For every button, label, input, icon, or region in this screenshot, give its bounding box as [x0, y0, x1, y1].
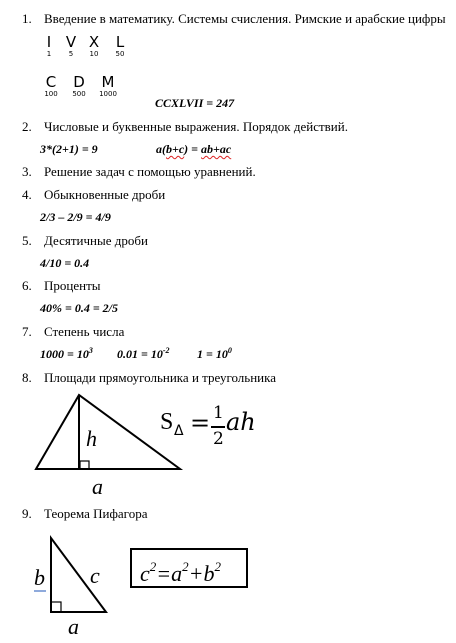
roman-numeral-c: C 100: [44, 73, 58, 98]
expression-percent: 40% = 0.4 = 2/5: [40, 301, 119, 315]
item-number: 9.: [22, 506, 32, 521]
formula-numerator: 1: [213, 403, 224, 423]
expression-order: 3*(2+1) = 9: [40, 142, 98, 156]
item-text: Введение в математику. Системы счисления. Римские и арабские цифры: [44, 11, 446, 26]
list-item-1: [22, 11, 446, 27]
list-item-8: [22, 370, 276, 386]
pythagoras-formula-box: $c^2=a^2+b^2$: [130, 548, 248, 588]
formula-equals: =: [190, 409, 211, 437]
leg-b-label: b: [34, 565, 45, 590]
list-item-7: [22, 324, 124, 340]
list-item-6: [22, 278, 101, 294]
base-label: a: [92, 474, 103, 499]
roman-numeral-l: L 50: [115, 33, 125, 58]
right-angle-mark: [80, 461, 89, 469]
expression-power-1: $1 = 10^0$: [197, 346, 232, 361]
list-item-3: [22, 164, 256, 180]
expression-power-001: $0.01 = 10^{-2}$: [117, 346, 170, 361]
item-number: 5.: [22, 233, 32, 248]
item-number: 7.: [22, 324, 32, 339]
item-text: Числовые и буквенные выражения. Порядок действий.: [44, 119, 348, 134]
item-number: 3.: [22, 164, 32, 179]
roman-numeral-x: X 10: [88, 33, 100, 58]
triangle-area-formula: [160, 403, 290, 453]
right-angle-mark: [51, 602, 61, 612]
item-text: Десятичные дроби: [44, 233, 148, 248]
list-item-4: [22, 187, 165, 203]
item-text: Степень числа: [44, 324, 125, 339]
roman-numeral-m: M 1000: [99, 73, 117, 98]
roman-numerals-image: [40, 34, 132, 104]
hypotenuse-c-label: c: [90, 563, 100, 588]
expression-decimals: 4/10 = 0.4: [40, 256, 90, 270]
item-text: Проценты: [44, 278, 101, 293]
item-number: 8.: [22, 370, 32, 385]
item-text: Теорема Пифагора: [44, 506, 148, 521]
expression-fractions: 2/3 – 2/9 = 4/9: [40, 210, 111, 224]
expression-power-1000: $1000 = 10^3$: [40, 346, 93, 361]
item-number: 2.: [22, 119, 32, 134]
formula-delta: Δ: [174, 423, 184, 439]
formula-denominator: 2: [213, 429, 224, 449]
expression-distributive: a(b+c) = ab+ac: [156, 142, 232, 156]
height-label: h: [86, 426, 97, 451]
item-number: 1.: [22, 11, 32, 26]
roman-numeral-v: V 5: [65, 33, 77, 58]
triangle-shape: [36, 395, 180, 469]
item-number: 4.: [22, 187, 32, 202]
roman-numeral-d: D 500: [72, 73, 86, 98]
formula-ah: ah: [226, 408, 256, 436]
item-text: Площади прямоугольника и треугольника: [44, 370, 277, 385]
formula-s: S: [160, 409, 174, 435]
item-number: 6.: [22, 278, 32, 293]
list-item-5: [22, 233, 148, 249]
item-text: Решение задач с помощью уравнений.: [44, 164, 256, 179]
roman-example: CCXLVII = 247: [155, 96, 235, 110]
list-item-9: [22, 506, 147, 522]
fraction-bar: [211, 426, 225, 428]
list-item-2: [22, 119, 348, 135]
leg-a-label: a: [68, 614, 79, 639]
pythagoras-triangle-diagram: [30, 530, 120, 640]
item-text: Обыкновенные дроби: [44, 187, 166, 202]
roman-numeral-i: I 1: [46, 33, 52, 58]
